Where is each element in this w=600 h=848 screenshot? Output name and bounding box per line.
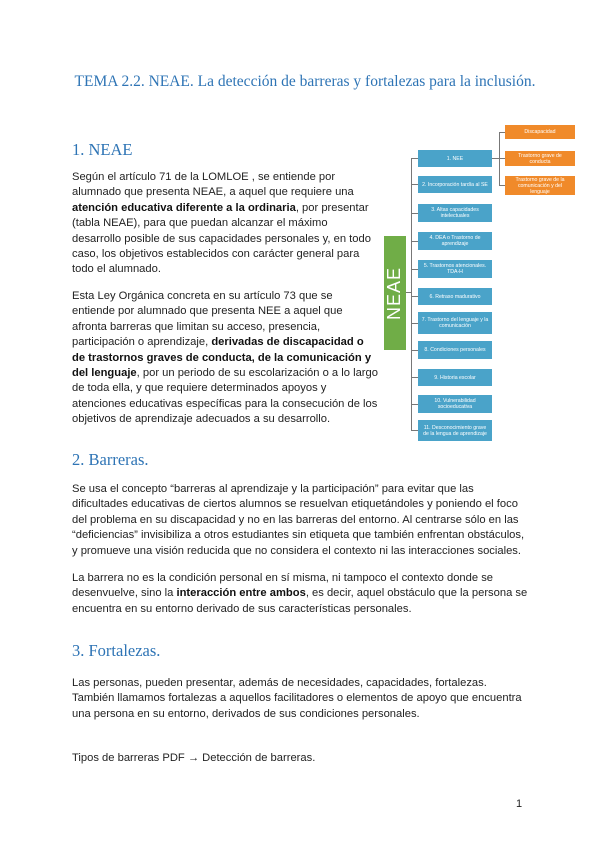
link-tipos-barreras[interactable]: Tipos de barreras PDF → Detección de barreras. bbox=[72, 752, 316, 764]
diagram-item-8: 8. Condiciones personales bbox=[418, 341, 492, 359]
paragraph-barreras-interaccion: La barrera no es la condición personal en sí misma, ni tampoco el contexto donde se desenvuelve, sino la interacción entre ambos, es decir, aquel obstáculo que la persona se encuentra en su entorno derivado de sus características personales. bbox=[72, 572, 528, 615]
heading-neae: 1. NEAE bbox=[72, 140, 133, 159]
diagram-item-2: 2. Incorporación tardía al SE bbox=[418, 176, 492, 193]
diagram-item-9: 9. Historia escolar bbox=[418, 369, 492, 386]
diagram-sub-comunicacion: Trastorno grave de la comunicación y del lenguaje bbox=[505, 176, 575, 195]
diagram-item-10: 10. Vulnerabilidad socioeducativa bbox=[418, 395, 492, 413]
paragraph-barreras-concepto: Se usa el concepto “barreras al aprendizaje y la participación” para evitar que las dificultades educativas de ciertos alumnos se resuelvan etiquetándoles y poniendo el foco del problema en su discapacidad y no en las barreras del entorno. Al centrarse sólo en las “deficiencias” invisibiliza a otros estudiantes sin etiqueta que también enfrentan obstáculos, y promueve una visión reducida que no considera el contexto ni las interacciones sociales. bbox=[72, 483, 525, 557]
diagram-item-3: 3. Altas capacidades intelectuales bbox=[418, 204, 492, 222]
diagram-item-7: 7. Trastorno del lenguaje y la comunicación bbox=[418, 312, 492, 334]
diagram-item-5: 5. Trastornos atencionales. TDA-H bbox=[418, 260, 492, 278]
diagram-item-11: 11. Desconocimiento grave de la lengua de aprendizaje bbox=[418, 420, 492, 441]
diagram-item-4: 4. DEA o Trastorno de aprendizaje bbox=[418, 232, 492, 250]
diagram-item-1: 1. NEE bbox=[418, 150, 492, 167]
heading-fortalezas: 3. Fortalezas. bbox=[72, 641, 161, 660]
paragraph-fortalezas: Las personas, pueden presentar, además de necesidades, capacidades, fortalezas. También llamamos fortalezas a aquellos facilitadores o elementos de apoyo que encuentra una persona en su entorno, derivados de sus condiciones personales. bbox=[72, 677, 522, 720]
document-title: TEMA 2.2. NEAE. La detección de barreras y fortalezas para la inclusión. bbox=[74, 73, 536, 90]
diagram-root-neae: NEAE bbox=[384, 236, 406, 350]
diagram-item-6: 6. Retraso madurativo bbox=[418, 288, 492, 305]
paragraph-neae-definition: Según el artículo 71 de la LOMLOE , se entiende por alumnado que presenta NEAE, a aquel que requiere una atención educativa diferente a la ordinaria, por presentar (tabla NEAE), para que puedan alcanzar el máximo desarrollo posible de sus capacidades personales y, en todo caso, los objetivos establecidos con carácter general para todo el alumnado. bbox=[72, 171, 371, 276]
page-number: 1 bbox=[516, 798, 523, 810]
paragraph-nee-definition: Esta Ley Orgánica concreta en su artículo 73 que se entiende por alumnado que presenta NEE a aquel que afronta barreras que limitan su acceso, presencia, participación o aprendizaje, derivadas de discapacidad o de trastornos graves de conducta, de la comunicación y del lenguaje, por un periodo de su escolarización o a lo largo de toda ella, y que requiere determinados apoyos y atenciones educativas específicas para la consecución de los objetivos de aprendizaje adecuados a su desarrollo. bbox=[72, 290, 378, 426]
heading-barreras: 2. Barreras. bbox=[72, 450, 149, 469]
diagram-sub-conducta: Trastorno grave de conducta bbox=[505, 151, 575, 166]
diagram-sub-discapacidad: Discapacidad bbox=[505, 125, 575, 139]
